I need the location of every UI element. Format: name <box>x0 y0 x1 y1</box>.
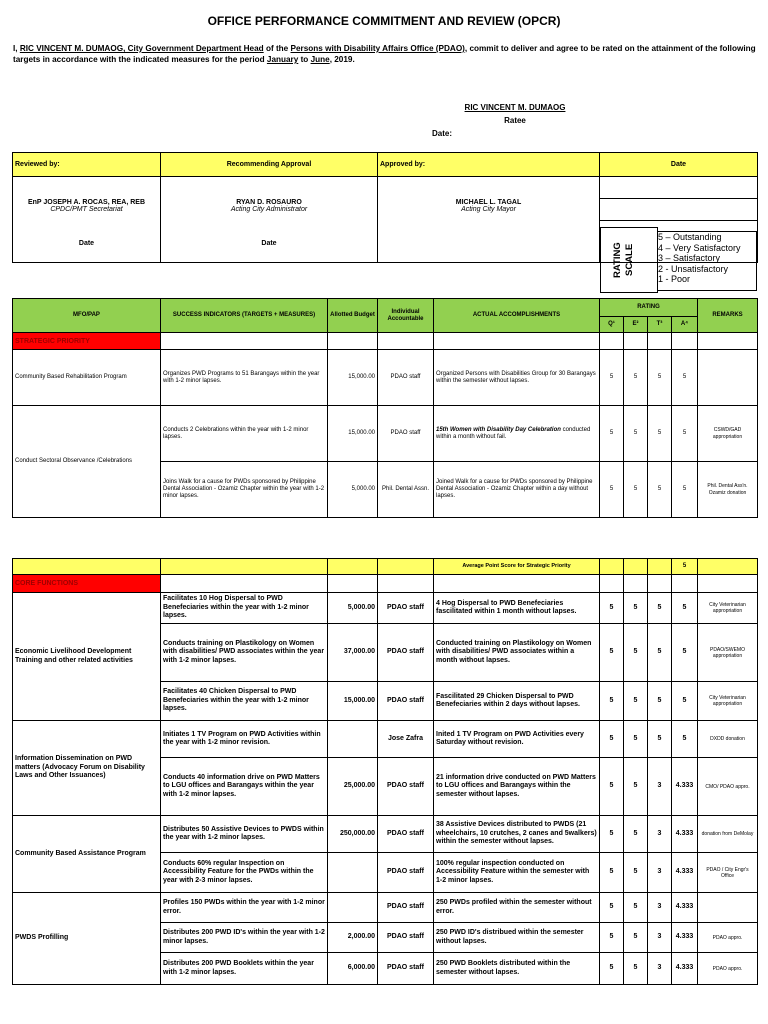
recommender-date: Date <box>261 240 277 247</box>
q-cell: 5 <box>600 758 624 816</box>
average-score-value: 5 <box>672 559 698 575</box>
timeliness-header: T³ <box>648 317 672 333</box>
indicator-cell: Initiates 1 TV Program on PWD Activities within the year with 1-2 minor revision. <box>161 721 328 758</box>
approved-by-header: Approved by: <box>378 153 600 177</box>
intro-text: to <box>298 55 311 64</box>
indicator-cell: Conducts 40 information drive on PWD Matters to LGU offices and Barangays within the year with 1-2 minor lapses. <box>161 758 328 816</box>
budget-cell: 2,000.00 <box>328 923 378 953</box>
remarks-cell: PDAO appro. <box>698 953 758 985</box>
ratee-name-title: RIC VINCENT M. DUMAOG, City Government Department Head <box>19 44 264 53</box>
t-cell: 5 <box>648 406 672 462</box>
acct-cell: PDAO staff <box>378 853 434 893</box>
q-cell: 5 <box>600 624 624 682</box>
rating-scale-item: 1 - Poor <box>658 274 691 285</box>
remarks-cell <box>698 893 758 923</box>
rating-scale-item: 4 – Very Satisfactory <box>658 242 741 253</box>
date-header: Date <box>600 153 758 177</box>
strategic-section-label: STRATEGIC PRIORITY <box>13 333 161 350</box>
mfo-cell: Information Dissemination on PWD matters (Advocacy Forum on Disability Laws and Other Issuances) <box>13 721 161 816</box>
q-cell: 5 <box>600 923 624 953</box>
q-cell: 5 <box>600 953 624 985</box>
a-cell: 5 <box>672 624 698 682</box>
reviewer-date: Date <box>78 240 95 247</box>
actual-cell: Inited 1 TV Program on PWD Activities every Saturday without revision. <box>434 721 600 758</box>
reviewer-name: EnP JOSEPH A. ROCAS, REA, REB <box>27 199 146 206</box>
ratee-label: Ratee <box>504 116 526 125</box>
budget-cell: 15,000.00 <box>328 682 378 721</box>
budget-cell: 5,000.00 <box>328 462 378 518</box>
table-row <box>13 406 758 462</box>
acct-cell: PDAO staff <box>378 893 434 923</box>
indicator-cell: Facilitates 10 Hog Dispersal to PWD Benefeciaries within the year with 1-2 minor lapses. <box>161 593 328 624</box>
intro-text: , 2019. <box>329 55 355 64</box>
approver-role: Acting City Mayor <box>461 206 516 213</box>
q-cell: 5 <box>600 462 624 518</box>
acct-cell: PDAO staff <box>378 953 434 985</box>
recommender-name: RYAN D. ROSAURO <box>236 199 302 206</box>
e-cell: 5 <box>624 406 648 462</box>
indicator-cell: Conducts 2 Celebrations within the year with 1-2 minor lapses. <box>161 406 328 462</box>
q-cell: 5 <box>600 721 624 758</box>
actual-cell: 250 PWDs profiled within the semester without error. <box>434 893 600 923</box>
q-cell: 5 <box>600 682 624 721</box>
a-cell: 5 <box>672 350 698 406</box>
t-cell: 3 <box>648 853 672 893</box>
approver-cell <box>378 177 600 263</box>
indicator-cell: Distributes 200 PWD Booklets within the year with 1-2 minor lapses. <box>161 953 328 985</box>
e-cell: 5 <box>624 593 648 624</box>
date-line <box>600 177 757 199</box>
e-cell: 5 <box>624 853 648 893</box>
table-row <box>13 721 758 758</box>
t-cell: 3 <box>648 923 672 953</box>
budget-cell: 6,000.00 <box>328 953 378 985</box>
reviewer-cell <box>13 177 161 263</box>
accountable-cell: Phil. Dental Assn. <box>378 462 434 518</box>
actual-cell: 21 information drive conducted on PWD Matters to LGU offices and Barangays within the semester without lapses. <box>434 758 600 816</box>
actual-header: ACTUAL ACCOMPLISHMENTS <box>434 299 600 333</box>
recommender-cell <box>161 177 378 263</box>
office-name: Persons with Disability Affairs Office (PDAO) <box>290 44 465 53</box>
indicator-cell: Distributes 200 PWD ID's within the year with 1-2 minor lapses. <box>161 923 328 953</box>
actual-cell <box>434 406 600 462</box>
a-cell: 4.333 <box>672 953 698 985</box>
reviewed-by-header: Reviewed by: <box>13 153 161 177</box>
efficiency-header: E² <box>624 317 648 333</box>
e-cell: 5 <box>624 682 648 721</box>
a-cell: 4.333 <box>672 853 698 893</box>
remarks-cell: CMO/ PDAO appro. <box>698 758 758 816</box>
budget-cell: 25,000.00 <box>328 758 378 816</box>
a-cell: 5 <box>672 406 698 462</box>
actual-cell: Fascilitated 29 Chicken Dispersal to PWD Benefeciaries within 2 days without lapses. <box>434 682 600 721</box>
mfo-cell: Conduct Sectoral Observance /Celebrations <box>13 406 161 518</box>
acct-cell: PDAO staff <box>378 593 434 624</box>
intro-text: I, <box>13 44 20 53</box>
rating-scale-label: RATING SCALE <box>612 242 635 278</box>
accountable-header: Individual Accountable <box>378 299 434 333</box>
t-cell: 5 <box>648 350 672 406</box>
remarks-cell: PDAO appro. <box>698 923 758 953</box>
core-functions-table <box>12 558 758 985</box>
budget-cell <box>328 721 378 758</box>
actual-cell: Joined Walk for a cause for PWDs sponsored by Philippine Dental Association - Ozamiz Chapter within a day without lapses. <box>434 462 600 518</box>
t-cell: 3 <box>648 953 672 985</box>
indicator-cell: Conducts training on Plastikology on Women with disabilities/ PWD associates within the year with 1-2 minor lapses. <box>161 624 328 682</box>
quality-header: Q¹ <box>600 317 624 333</box>
a-cell: 5 <box>672 682 698 721</box>
remarks-cell: Phil. Dental Ass'n. Ozamiz donation <box>698 462 758 518</box>
actual-cell: 250 PWD Booklets distributed within the semester without lapses. <box>434 953 600 985</box>
q-cell: 5 <box>600 406 624 462</box>
e-cell: 5 <box>624 624 648 682</box>
core-section-label: CORE FUNCTIONS <box>13 575 161 593</box>
remarks-cell: PDAO/SWEMO appropriation <box>698 624 758 682</box>
accountable-cell: PDAO staff <box>378 350 434 406</box>
t-cell: 5 <box>648 682 672 721</box>
date-line <box>600 199 757 221</box>
indicator-cell: Facilitates 40 Chicken Dispersal to PWD Benefeciaries within the year with 1-2 minor lapses. <box>161 682 328 721</box>
t-cell: 5 <box>648 721 672 758</box>
indicator-cell: Profiles 150 PWDs within the year with 1-2 minor error. <box>161 893 328 923</box>
approver-name: MICHAEL L. TAGAL <box>455 199 522 206</box>
remarks-cell: PDAO / City Engr's Office <box>698 853 758 893</box>
e-cell: 5 <box>624 462 648 518</box>
actual-cell: 250 PWD ID's distribued within the semester without lapses. <box>434 923 600 953</box>
period-end: June <box>310 55 330 64</box>
t-cell: 3 <box>648 758 672 816</box>
accountable-cell: PDAO staff <box>378 406 434 462</box>
remarks-header: REMARKS <box>698 299 758 333</box>
recommender-role: Acting City Administrator <box>230 206 308 213</box>
acct-cell: PDAO staff <box>378 923 434 953</box>
q-cell: 5 <box>600 593 624 624</box>
t-cell: 3 <box>648 816 672 853</box>
e-cell: 5 <box>624 893 648 923</box>
mfo-cell: PWDS Profilling <box>13 893 161 985</box>
remarks-cell: City Veterinarian appropriation <box>698 682 758 721</box>
rating-scale-item: 2 - Unsatisfactory <box>658 263 729 274</box>
budget-cell <box>328 853 378 893</box>
average-header: A⁴ <box>672 317 698 333</box>
mfo-header: MFO/PAP <box>13 299 161 333</box>
intro-text: of the <box>263 44 291 53</box>
budget-header: Allotted Budget <box>328 299 378 333</box>
budget-cell: 15,000.00 <box>328 350 378 406</box>
rating-header: RATING <box>600 299 698 317</box>
budget-cell: 5,000.00 <box>328 593 378 624</box>
t-cell: 3 <box>648 893 672 923</box>
a-cell: 4.333 <box>672 923 698 953</box>
e-cell: 5 <box>624 953 648 985</box>
a-cell: 5 <box>672 721 698 758</box>
table-row <box>13 593 758 624</box>
budget-cell: 250,000.00 <box>328 816 378 853</box>
rating-scale-list <box>657 231 757 291</box>
reviewer-role: CPDC/PMT Secretariat <box>50 206 123 213</box>
e-cell: 5 <box>624 816 648 853</box>
actual-cell: 4 Hog Dispersal to PWD Benefeciaries fascilitated within 1 month without lapses. <box>434 593 600 624</box>
e-cell: 5 <box>624 923 648 953</box>
t-cell: 5 <box>648 462 672 518</box>
q-cell: 5 <box>600 893 624 923</box>
e-cell: 5 <box>624 758 648 816</box>
rating-scale-item: 3 – Satisfactory <box>658 253 721 264</box>
event-title: 15th Women with Disability Day Celebration <box>436 426 561 433</box>
budget-cell: 37,000.00 <box>328 624 378 682</box>
mfo-cell: Economic Livelihood Development Training and other related activities <box>13 593 161 721</box>
commitment-statement <box>13 43 758 65</box>
ratee-date-label: Date: <box>432 129 453 138</box>
budget-cell: 15,000.00 <box>328 406 378 462</box>
mfo-cell: Community Based Assistance Program <box>13 816 161 893</box>
indicator-cell: Joins Walk for a cause for PWDs sponsored by Philippine Dental Association - Ozamiz Chapter within the year with 1-2 minor lapses. <box>161 462 328 518</box>
t-cell: 5 <box>648 624 672 682</box>
acct-cell: PDAO staff <box>378 624 434 682</box>
intro-text: , commit to deliver and agree to be rated on the attainment of the following targets in accordance with the indicated measures for the period <box>13 44 756 64</box>
actual-cell: 100% regular inspection conducted on Accessibility Feature within the semester with 1-2 minor lapses. <box>434 853 600 893</box>
e-cell: 5 <box>624 721 648 758</box>
a-cell: 4.333 <box>672 816 698 853</box>
a-cell: 4.333 <box>672 893 698 923</box>
t-cell: 5 <box>648 593 672 624</box>
q-cell: 5 <box>600 816 624 853</box>
acct-cell: PDAO staff <box>378 816 434 853</box>
q-cell: 5 <box>600 853 624 893</box>
acct-cell: Jose Zafra <box>378 721 434 758</box>
a-cell: 5 <box>672 593 698 624</box>
remarks-cell: City Veterinarian appropriation <box>698 593 758 624</box>
indicator-cell: Conducts 60% regular Inspection on Accessibility Feature for the PWDs within the year with 2-3 minor lapses. <box>161 853 328 893</box>
recommending-header: Recommending Approval <box>161 153 378 177</box>
indicators-header: SUCCESS INDICATORS (TARGETS + MEASURES) <box>161 299 328 333</box>
remarks-cell: CSWD/GAD appropriation <box>698 406 758 462</box>
remarks-cell: donation from DeMolay <box>698 816 758 853</box>
mfo-cell: Community Based Rehabilitation Program <box>13 350 161 406</box>
remarks-cell: DXDD donation <box>698 721 758 758</box>
a-cell: 4.333 <box>672 758 698 816</box>
actual-cell: 38 Assistive Devices distributed to PWDS (21 wheelchairs, 10 crutches, 2 canes and 5walkers) within the semester without lapses. <box>434 816 600 853</box>
a-cell: 5 <box>672 462 698 518</box>
indicator-cell: Organizes PWD Programs to 51 Barangays within the year with 1-2 minor lapses. <box>161 350 328 406</box>
page-title: OFFICE PERFORMANCE COMMITMENT AND REVIEW (OPCR) <box>207 14 561 28</box>
period-start: January <box>266 55 299 64</box>
acct-cell: PDAO staff <box>378 682 434 721</box>
e-cell: 5 <box>624 350 648 406</box>
actual-cell: Conducted training on Plastikology on Women with disabilities/ PWD associates within a month without lapses. <box>434 624 600 682</box>
table-row <box>13 893 758 923</box>
average-score-label: Average Point Score for Strategic Priority <box>434 559 600 575</box>
acct-cell: PDAO staff <box>378 758 434 816</box>
ratee-name: RIC VINCENT M. DUMAOG <box>464 103 566 112</box>
rating-scale-item: 5 – Outstanding <box>658 232 722 242</box>
actual-cell: Organized Persons with Disabilities Group for 30 Barangays within the semester without lapses. <box>434 350 600 406</box>
remarks-cell <box>698 350 758 406</box>
table-row <box>13 816 758 853</box>
table-row <box>13 350 758 406</box>
strategic-priority-table <box>12 298 758 518</box>
q-cell: 5 <box>600 350 624 406</box>
actual-text: conducted within a month without fail. <box>436 426 591 440</box>
budget-cell <box>328 893 378 923</box>
indicator-cell: Distributes 50 Assistive Devices to PWDS within the year with 1-2 minor lapses. <box>161 816 328 853</box>
